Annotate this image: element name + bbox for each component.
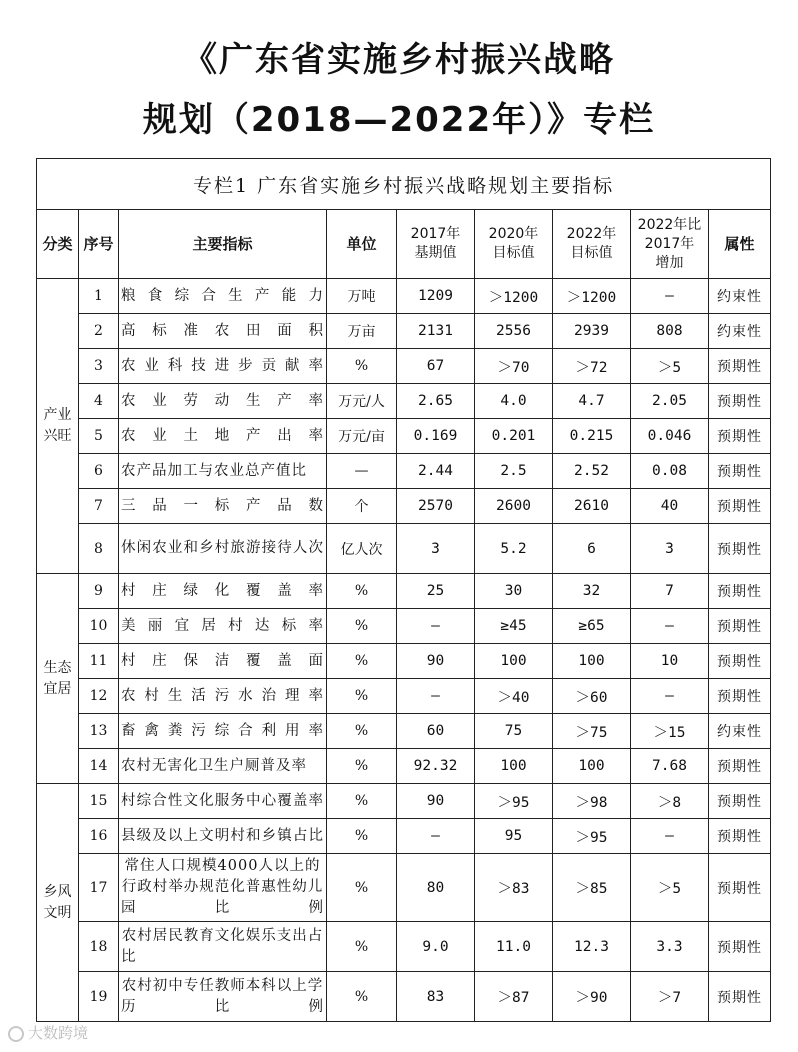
target-2022-cell: 100 (553, 644, 631, 679)
seq-cell: 12 (79, 679, 119, 714)
base-2017-cell: 83 (397, 972, 475, 1022)
base-2017-cell: 2.65 (397, 384, 475, 419)
target-2020-cell: 100 (475, 749, 553, 784)
unit-cell: % (327, 854, 397, 922)
seq-cell: 15 (79, 784, 119, 819)
header-category: 分类 (37, 210, 79, 279)
table-row (37, 454, 771, 489)
base-2017-cell: — (397, 819, 475, 854)
seq-cell: 4 (79, 384, 119, 419)
indicator-name-cell: 村庄保洁覆盖面 (119, 644, 327, 679)
target-2020-cell: ＞40 (475, 679, 553, 714)
table-row (37, 609, 771, 644)
seq-cell: 2 (79, 314, 119, 349)
target-2022-cell: ＞1200 (553, 279, 631, 314)
target-2020-cell: 4.0 (475, 384, 553, 419)
increase-cell: 2.05 (631, 384, 709, 419)
unit-cell: 万吨 (327, 279, 397, 314)
table-row (37, 922, 771, 972)
indicator-name-cell: 农业土地产出率 (119, 419, 327, 454)
base-2017-cell: 1209 (397, 279, 475, 314)
indicator-name-cell: 农业科技进步贡献率 (119, 349, 327, 384)
unit-cell: % (327, 714, 397, 749)
category-cell: 乡风 文明 (37, 784, 79, 1022)
page-title-line1: 《广东省实施乡村振兴战略 (183, 40, 615, 80)
attribute-cell: 约束性 (709, 314, 771, 349)
increase-cell: 3.3 (631, 922, 709, 972)
unit-cell: % (327, 972, 397, 1022)
seq-cell: 18 (79, 922, 119, 972)
table-row (37, 972, 771, 1022)
unit-cell: % (327, 679, 397, 714)
target-2022-cell: ＞75 (553, 714, 631, 749)
indicator-name-cell: 农村初中专任教师本科以上学历比例 (119, 972, 327, 1022)
table-row (37, 749, 771, 784)
indicator-name-cell: 三品一标产品数 (119, 489, 327, 524)
indicator-name-cell: 畜禽粪污综合利用率 (119, 714, 327, 749)
target-2022-cell: ≥65 (553, 609, 631, 644)
header-unit: 单位 (327, 210, 397, 279)
header-target-2020: 2020年 目标值 (475, 210, 553, 279)
base-2017-cell: 9.0 (397, 922, 475, 972)
unit-cell: 万元/人 (327, 384, 397, 419)
target-2020-cell: 11.0 (475, 922, 553, 972)
watermark: 大数跨境 (8, 1022, 88, 1043)
attribute-cell: 预期性 (709, 524, 771, 574)
seq-cell: 8 (79, 524, 119, 574)
indicator-name-cell: 农村生活污水治理率 (119, 679, 327, 714)
base-2017-cell: 67 (397, 349, 475, 384)
increase-cell: 7.68 (631, 749, 709, 784)
seq-cell: 17 (79, 854, 119, 922)
unit-cell: 万亩 (327, 314, 397, 349)
attribute-cell: 预期性 (709, 609, 771, 644)
table-row (37, 314, 771, 349)
unit-cell: % (327, 609, 397, 644)
seq-cell: 5 (79, 419, 119, 454)
unit-cell: % (327, 349, 397, 384)
attribute-cell: 约束性 (709, 714, 771, 749)
target-2020-cell: 100 (475, 644, 553, 679)
header-indicator: 主要指标 (119, 210, 327, 279)
target-2020-cell: 2556 (475, 314, 553, 349)
indicator-name-cell: 农村居民教育文化娱乐支出占比 (119, 922, 327, 972)
base-2017-cell: 90 (397, 784, 475, 819)
increase-cell: — (631, 609, 709, 644)
target-2020-cell: 0.201 (475, 419, 553, 454)
table-row (37, 854, 771, 922)
target-2022-cell: 12.3 (553, 922, 631, 972)
indicator-name-cell: 农村无害化卫生户厕普及率 (119, 749, 327, 784)
base-2017-cell: 25 (397, 574, 475, 609)
increase-cell: ＞5 (631, 349, 709, 384)
unit-cell: % (327, 574, 397, 609)
header-increase: 2022年比 2017年 增加 (631, 210, 709, 279)
category-cell: 产业 兴旺 (37, 279, 79, 574)
increase-cell: 7 (631, 574, 709, 609)
attribute-cell: 预期性 (709, 644, 771, 679)
target-2022-cell: ＞90 (553, 972, 631, 1022)
base-2017-cell: 60 (397, 714, 475, 749)
target-2020-cell: 5.2 (475, 524, 553, 574)
table-row (37, 574, 771, 609)
attribute-cell: 预期性 (709, 419, 771, 454)
target-2022-cell: 2939 (553, 314, 631, 349)
unit-cell: 个 (327, 489, 397, 524)
target-2020-cell: ＞83 (475, 854, 553, 922)
attribute-cell: 预期性 (709, 489, 771, 524)
target-2020-cell: ＞70 (475, 349, 553, 384)
target-2022-cell: 32 (553, 574, 631, 609)
base-2017-cell: — (397, 609, 475, 644)
increase-cell: — (631, 279, 709, 314)
target-2022-cell: ＞72 (553, 349, 631, 384)
target-2022-cell: 2610 (553, 489, 631, 524)
unit-cell: — (327, 454, 397, 489)
increase-cell: ＞7 (631, 972, 709, 1022)
attribute-cell: 预期性 (709, 854, 771, 922)
seq-cell: 6 (79, 454, 119, 489)
attribute-cell: 预期性 (709, 574, 771, 609)
unit-cell: % (327, 644, 397, 679)
table-row (37, 524, 771, 574)
attribute-cell: 预期性 (709, 819, 771, 854)
target-2022-cell: ＞85 (553, 854, 631, 922)
attribute-cell: 预期性 (709, 972, 771, 1022)
indicator-name-cell: 粮食综合生产能力 (119, 279, 327, 314)
attribute-cell: 预期性 (709, 784, 771, 819)
indicator-name-cell: 农产品加工与农业总产值比 (119, 454, 327, 489)
seq-cell: 14 (79, 749, 119, 784)
seq-cell: 10 (79, 609, 119, 644)
unit-cell: % (327, 784, 397, 819)
base-2017-cell: 2131 (397, 314, 475, 349)
target-2020-cell: ≥45 (475, 609, 553, 644)
attribute-cell: 预期性 (709, 349, 771, 384)
base-2017-cell: 3 (397, 524, 475, 574)
table-row (37, 784, 771, 819)
target-2022-cell: 6 (553, 524, 631, 574)
header-attribute: 属性 (709, 210, 771, 279)
indicator-name-cell: 农业劳动生产率 (119, 384, 327, 419)
indicator-name-cell: 美丽宜居村达标率 (119, 609, 327, 644)
table-row (37, 419, 771, 454)
table-row (37, 384, 771, 419)
unit-cell: 万元/亩 (327, 419, 397, 454)
seq-cell: 7 (79, 489, 119, 524)
indicator-table (36, 158, 771, 1022)
attribute-cell: 预期性 (709, 749, 771, 784)
seq-cell: 19 (79, 972, 119, 1022)
increase-cell: ＞5 (631, 854, 709, 922)
increase-cell: 0.08 (631, 454, 709, 489)
target-2022-cell: ＞60 (553, 679, 631, 714)
increase-cell: 808 (631, 314, 709, 349)
target-2022-cell: 4.7 (553, 384, 631, 419)
seq-cell: 3 (79, 349, 119, 384)
base-2017-cell: 92.32 (397, 749, 475, 784)
increase-cell: ＞15 (631, 714, 709, 749)
increase-cell: ＞8 (631, 784, 709, 819)
unit-cell: % (327, 922, 397, 972)
target-2020-cell: ＞1200 (475, 279, 553, 314)
indicator-name-cell: 休闲农业和乡村旅游接待人次 (119, 524, 327, 574)
target-2020-cell: 2.5 (475, 454, 553, 489)
table-row (37, 714, 771, 749)
indicator-name-cell: 县级及以上文明村和乡镇占比 (119, 819, 327, 854)
table-caption: 专栏1 广东省实施乡村振兴战略规划主要指标 (37, 159, 771, 210)
watermark-logo-icon (8, 1026, 24, 1042)
indicator-name-cell: 村庄绿化覆盖率 (119, 574, 327, 609)
base-2017-cell: — (397, 679, 475, 714)
increase-cell: 10 (631, 644, 709, 679)
attribute-cell: 预期性 (709, 679, 771, 714)
seq-cell: 13 (79, 714, 119, 749)
base-2017-cell: 2570 (397, 489, 475, 524)
target-2022-cell: 0.215 (553, 419, 631, 454)
target-2020-cell: ＞87 (475, 972, 553, 1022)
category-cell: 生态 宜居 (37, 574, 79, 784)
target-2020-cell: 30 (475, 574, 553, 609)
seq-cell: 9 (79, 574, 119, 609)
base-2017-cell: 80 (397, 854, 475, 922)
table-row (37, 644, 771, 679)
indicator-name-cell: 高标准农田面积 (119, 314, 327, 349)
increase-cell: — (631, 679, 709, 714)
increase-cell: 40 (631, 489, 709, 524)
unit-cell: 亿人次 (327, 524, 397, 574)
unit-cell: % (327, 749, 397, 784)
base-2017-cell: 0.169 (397, 419, 475, 454)
table-row (37, 679, 771, 714)
indicator-name-cell: 村综合性文化服务中心覆盖率 (119, 784, 327, 819)
target-2020-cell: ＞95 (475, 784, 553, 819)
increase-cell: — (631, 819, 709, 854)
target-2020-cell: 75 (475, 714, 553, 749)
increase-cell: 0.046 (631, 419, 709, 454)
attribute-cell: 预期性 (709, 922, 771, 972)
unit-cell: % (327, 819, 397, 854)
header-target-2022: 2022年 目标值 (553, 210, 631, 279)
seq-cell: 1 (79, 279, 119, 314)
target-2020-cell: 2600 (475, 489, 553, 524)
target-2022-cell: ＞98 (553, 784, 631, 819)
table-row (37, 349, 771, 384)
base-2017-cell: 2.44 (397, 454, 475, 489)
table-header-row (37, 210, 771, 279)
table-row (37, 279, 771, 314)
seq-cell: 16 (79, 819, 119, 854)
target-2022-cell: 100 (553, 749, 631, 784)
attribute-cell: 预期性 (709, 384, 771, 419)
target-2022-cell: 2.52 (553, 454, 631, 489)
page-title-line2: 规划（2018—2022年）》专栏 (142, 100, 656, 140)
header-seq: 序号 (79, 210, 119, 279)
target-2020-cell: 95 (475, 819, 553, 854)
attribute-cell: 约束性 (709, 279, 771, 314)
header-base-2017: 2017年 基期值 (397, 210, 475, 279)
indicator-name-cell: 常住人口规模4000人以上的行政村举办规范化普惠性幼儿园比例 (119, 854, 327, 922)
table-row (37, 489, 771, 524)
seq-cell: 11 (79, 644, 119, 679)
attribute-cell: 预期性 (709, 454, 771, 489)
increase-cell: 3 (631, 524, 709, 574)
base-2017-cell: 90 (397, 644, 475, 679)
target-2022-cell: ＞95 (553, 819, 631, 854)
table-row (37, 819, 771, 854)
